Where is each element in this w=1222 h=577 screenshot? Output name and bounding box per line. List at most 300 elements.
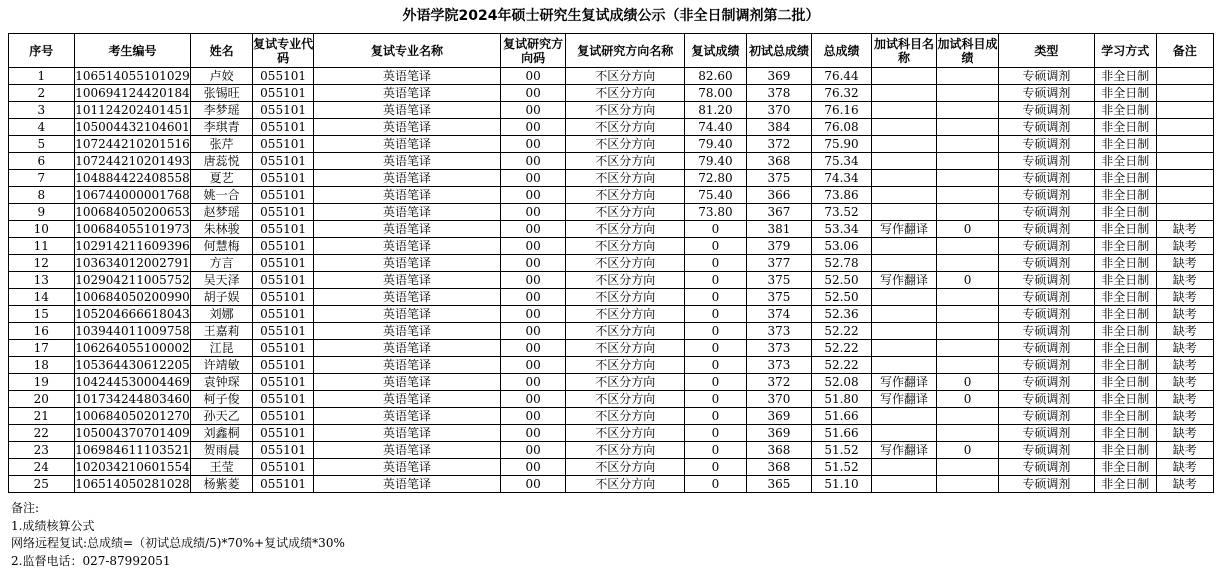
cell-name: 夏艺 [191, 170, 252, 187]
cell-type: 专硕调剂 [998, 442, 1094, 459]
cell-exam-id: 102904211005752 [75, 273, 190, 287]
cell-name: 方言 [191, 255, 252, 272]
cell-total-score: 52.36 [812, 306, 871, 323]
cell-seq: 3 [9, 102, 75, 119]
col-header-major-name: 复试专业名称 [314, 34, 500, 68]
cell-major-code: 055101 [252, 221, 313, 238]
cell-note [1156, 170, 1213, 187]
cell-major-name: 英语笔译 [314, 170, 500, 187]
cell-type: 专硕调剂 [998, 68, 1094, 85]
cell-type: 专硕调剂 [998, 119, 1094, 136]
cell-direction-code: 00 [500, 289, 566, 306]
table-row [9, 221, 1214, 238]
table-row [9, 340, 1214, 357]
cell-seq: 19 [9, 374, 75, 391]
cell-exam-id: 107244210201516 [75, 137, 190, 151]
table-row [9, 476, 1214, 493]
cell-exam-id: 102914211609396 [75, 239, 190, 253]
cell-name: 王嘉莉 [191, 323, 252, 340]
cell-name: 唐蕊悦 [191, 153, 252, 170]
cell-direction-code: 00 [500, 68, 566, 85]
cell-major-code: 055101 [252, 255, 313, 272]
cell-seq: 13 [9, 272, 75, 289]
cell-major-name: 英语笔译 [314, 187, 500, 204]
cell-direction-name: 不区分方向 [566, 459, 685, 476]
cell-type: 专硕调剂 [998, 272, 1094, 289]
cell-extra-subject: 写作翻译 [871, 374, 937, 391]
cell-type: 专硕调剂 [998, 238, 1094, 255]
col-header-retest-score: 复试成绩 [685, 34, 746, 68]
cell-type: 专硕调剂 [998, 425, 1094, 442]
cell-direction-code: 00 [500, 340, 566, 357]
cell-name: 孙天乙 [191, 408, 252, 425]
cell-extra-subject [871, 153, 937, 170]
cell-major-name: 英语笔译 [314, 459, 500, 476]
cell-retest-score: 75.40 [685, 187, 746, 204]
cell-extra-score [937, 68, 998, 85]
cell-note: 缺考 [1156, 357, 1213, 374]
table-row [9, 68, 1214, 85]
cell-exam-id: 106514050281028 [75, 477, 190, 491]
cell-extra-score [937, 119, 998, 136]
cell-initial-score: 366 [746, 187, 812, 204]
cell-direction-code: 00 [500, 136, 566, 153]
cell-direction-code: 00 [500, 255, 566, 272]
cell-type: 专硕调剂 [998, 306, 1094, 323]
cell-study-mode: 非全日制 [1095, 459, 1156, 476]
cell-major-name: 英语笔译 [314, 136, 500, 153]
cell-note: 缺考 [1156, 221, 1213, 238]
note-phone: 2.监督电话：027-87992051 [11, 553, 171, 568]
cell-extra-score: 0 [937, 442, 998, 459]
table-row [9, 272, 1214, 289]
cell-initial-score: 368 [746, 153, 812, 170]
cell-extra-score [937, 153, 998, 170]
cell-extra-score [937, 340, 998, 357]
cell-direction-code: 00 [500, 306, 566, 323]
cell-name: 姚一合 [191, 187, 252, 204]
cell-major-name: 英语笔译 [314, 323, 500, 340]
cell-major-code: 055101 [252, 238, 313, 255]
table-row [9, 102, 1214, 119]
cell-initial-score: 377 [746, 255, 812, 272]
cell-exam-id: 107244210201493 [75, 154, 190, 168]
cell-initial-score: 379 [746, 238, 812, 255]
cell-direction-name: 不区分方向 [566, 391, 685, 408]
cell-seq: 24 [9, 459, 75, 476]
cell-study-mode: 非全日制 [1095, 442, 1156, 459]
cell-retest-score: 79.40 [685, 136, 746, 153]
cell-major-name: 英语笔译 [314, 119, 500, 136]
cell-retest-score: 74.40 [685, 119, 746, 136]
cell-initial-score: 369 [746, 425, 812, 442]
cell-total-score: 52.50 [812, 272, 871, 289]
cell-type: 专硕调剂 [998, 136, 1094, 153]
col-header-total-score: 总成绩 [812, 34, 871, 68]
page-title: 外语学院2024年硕士研究生复试成绩公示（非全日制调剂第二批） [402, 8, 820, 24]
cell-extra-score [937, 459, 998, 476]
cell-name: 柯子俊 [191, 391, 252, 408]
table-row [9, 306, 1214, 323]
cell-name: 刘鑫桐 [191, 425, 252, 442]
cell-study-mode: 非全日制 [1095, 391, 1156, 408]
cell-extra-subject [871, 459, 937, 476]
cell-direction-code: 00 [500, 85, 566, 102]
cell-extra-subject [871, 425, 937, 442]
cell-major-code: 055101 [252, 459, 313, 476]
cell-note: 缺考 [1156, 306, 1213, 323]
cell-name: 卢姣 [191, 68, 252, 85]
cell-total-score: 53.06 [812, 238, 871, 255]
cell-study-mode: 非全日制 [1095, 221, 1156, 238]
cell-exam-id: 105004432104601 [75, 120, 190, 134]
cell-major-name: 英语笔译 [314, 102, 500, 119]
cell-name: 王莹 [191, 459, 252, 476]
cell-total-score: 75.90 [812, 136, 871, 153]
cell-retest-score: 0 [685, 306, 746, 323]
cell-extra-subject [871, 289, 937, 306]
cell-major-name: 英语笔译 [314, 391, 500, 408]
cell-direction-name: 不区分方向 [566, 136, 685, 153]
table-row [9, 323, 1214, 340]
cell-total-score: 74.34 [812, 170, 871, 187]
cell-study-mode: 非全日制 [1095, 119, 1156, 136]
cell-direction-code: 00 [500, 425, 566, 442]
cell-note: 缺考 [1156, 408, 1213, 425]
table-row [9, 408, 1214, 425]
cell-direction-name: 不区分方向 [566, 187, 685, 204]
cell-study-mode: 非全日制 [1095, 306, 1156, 323]
cell-direction-code: 00 [500, 272, 566, 289]
cell-seq: 5 [9, 136, 75, 153]
cell-retest-score: 0 [685, 476, 746, 493]
results-table [8, 33, 1214, 493]
cell-major-code: 055101 [252, 153, 313, 170]
cell-extra-subject: 写作翻译 [871, 391, 937, 408]
cell-note [1156, 119, 1213, 136]
cell-direction-code: 00 [500, 102, 566, 119]
cell-seq: 6 [9, 153, 75, 170]
cell-note [1156, 68, 1213, 85]
cell-exam-id: 100684050200653 [75, 205, 190, 219]
cell-seq: 7 [9, 170, 75, 187]
table-row [9, 204, 1214, 221]
cell-total-score: 51.10 [812, 476, 871, 493]
cell-extra-subject [871, 323, 937, 340]
cell-retest-score: 0 [685, 357, 746, 374]
cell-name: 李琪青 [191, 119, 252, 136]
cell-direction-name: 不区分方向 [566, 442, 685, 459]
cell-study-mode: 非全日制 [1095, 153, 1156, 170]
cell-major-code: 055101 [252, 68, 313, 85]
cell-total-score: 51.66 [812, 425, 871, 442]
cell-exam-id: 100694124420184 [75, 86, 190, 100]
cell-seq: 23 [9, 442, 75, 459]
cell-extra-subject [871, 85, 937, 102]
cell-direction-name: 不区分方向 [566, 374, 685, 391]
cell-extra-subject [871, 102, 937, 119]
cell-exam-id: 106514055101029 [75, 69, 190, 83]
cell-major-name: 英语笔译 [314, 272, 500, 289]
cell-seq: 15 [9, 306, 75, 323]
cell-note [1156, 187, 1213, 204]
cell-retest-score: 0 [685, 340, 746, 357]
cell-direction-name: 不区分方向 [566, 153, 685, 170]
cell-exam-id: 103944011009758 [75, 324, 190, 338]
cell-retest-score: 0 [685, 374, 746, 391]
cell-total-score: 52.50 [812, 289, 871, 306]
notes-section [11, 500, 345, 570]
cell-initial-score: 370 [746, 102, 812, 119]
table-row [9, 238, 1214, 255]
cell-extra-score [937, 357, 998, 374]
cell-direction-code: 00 [500, 238, 566, 255]
col-header-seq: 序号 [9, 34, 75, 68]
cell-extra-score [937, 289, 998, 306]
col-header-type: 类型 [998, 34, 1094, 68]
cell-major-code: 055101 [252, 442, 313, 459]
cell-extra-score [937, 425, 998, 442]
cell-study-mode: 非全日制 [1095, 136, 1156, 153]
cell-direction-name: 不区分方向 [566, 425, 685, 442]
cell-type: 专硕调剂 [998, 391, 1094, 408]
col-header-extra-subject: 加试科目名称 [871, 34, 937, 68]
cell-extra-score: 0 [937, 391, 998, 408]
cell-type: 专硕调剂 [998, 221, 1094, 238]
cell-major-name: 英语笔译 [314, 238, 500, 255]
cell-initial-score: 373 [746, 340, 812, 357]
cell-retest-score: 0 [685, 323, 746, 340]
cell-total-score: 51.52 [812, 442, 871, 459]
cell-note: 缺考 [1156, 238, 1213, 255]
cell-direction-code: 00 [500, 408, 566, 425]
cell-major-name: 英语笔译 [314, 204, 500, 221]
cell-total-score: 51.66 [812, 408, 871, 425]
cell-total-score: 76.16 [812, 102, 871, 119]
note-formula: 网络远程复试:总成绩=（初试总成绩/5)*70%+复试成绩*30% [11, 536, 345, 550]
cell-direction-name: 不区分方向 [566, 289, 685, 306]
cell-direction-name: 不区分方向 [566, 221, 685, 238]
cell-retest-score: 72.80 [685, 170, 746, 187]
cell-note [1156, 204, 1213, 221]
cell-seq: 11 [9, 238, 75, 255]
cell-extra-score: 0 [937, 221, 998, 238]
cell-note: 缺考 [1156, 340, 1213, 357]
cell-name: 刘娜 [191, 306, 252, 323]
table-body [9, 68, 1214, 493]
cell-major-name: 英语笔译 [314, 85, 500, 102]
cell-seq: 10 [9, 221, 75, 238]
cell-retest-score: 82.60 [685, 68, 746, 85]
cell-name: 杨紫菱 [191, 476, 252, 493]
cell-major-code: 055101 [252, 102, 313, 119]
table-row [9, 85, 1214, 102]
cell-study-mode: 非全日制 [1095, 85, 1156, 102]
cell-note: 缺考 [1156, 272, 1213, 289]
cell-type: 专硕调剂 [998, 204, 1094, 221]
cell-extra-subject [871, 255, 937, 272]
cell-type: 专硕调剂 [998, 357, 1094, 374]
cell-direction-name: 不区分方向 [566, 170, 685, 187]
cell-study-mode: 非全日制 [1095, 476, 1156, 493]
cell-extra-subject [871, 136, 937, 153]
cell-direction-code: 00 [500, 204, 566, 221]
cell-name: 江昆 [191, 340, 252, 357]
cell-initial-score: 374 [746, 306, 812, 323]
cell-extra-subject [871, 357, 937, 374]
cell-exam-id: 104244530004469 [75, 375, 190, 389]
cell-seq: 16 [9, 323, 75, 340]
cell-seq: 25 [9, 476, 75, 493]
cell-exam-id: 106984611103521 [75, 443, 190, 457]
cell-major-code: 055101 [252, 187, 313, 204]
cell-retest-score: 0 [685, 391, 746, 408]
cell-seq: 2 [9, 85, 75, 102]
cell-major-name: 英语笔译 [314, 408, 500, 425]
cell-name: 袁钟琛 [191, 374, 252, 391]
cell-seq: 1 [9, 68, 75, 85]
cell-initial-score: 369 [746, 68, 812, 85]
cell-retest-score: 0 [685, 221, 746, 238]
cell-study-mode: 非全日制 [1095, 272, 1156, 289]
cell-direction-code: 00 [500, 391, 566, 408]
cell-direction-name: 不区分方向 [566, 306, 685, 323]
cell-study-mode: 非全日制 [1095, 374, 1156, 391]
cell-type: 专硕调剂 [998, 153, 1094, 170]
cell-note: 缺考 [1156, 289, 1213, 306]
cell-note [1156, 85, 1213, 102]
cell-direction-name: 不区分方向 [566, 323, 685, 340]
cell-major-name: 英语笔译 [314, 425, 500, 442]
cell-major-code: 055101 [252, 323, 313, 340]
cell-type: 专硕调剂 [998, 255, 1094, 272]
cell-initial-score: 375 [746, 170, 812, 187]
cell-direction-code: 00 [500, 374, 566, 391]
cell-major-name: 英语笔译 [314, 306, 500, 323]
cell-retest-score: 81.20 [685, 102, 746, 119]
cell-exam-id: 103634012002791 [75, 256, 190, 270]
cell-study-mode: 非全日制 [1095, 340, 1156, 357]
cell-note: 缺考 [1156, 391, 1213, 408]
cell-major-code: 055101 [252, 136, 313, 153]
cell-exam-id: 105364430612205 [75, 358, 190, 372]
table-row [9, 187, 1214, 204]
cell-extra-score [937, 102, 998, 119]
cell-type: 专硕调剂 [998, 170, 1094, 187]
cell-total-score: 76.08 [812, 119, 871, 136]
cell-extra-subject [871, 306, 937, 323]
cell-extra-subject [871, 187, 937, 204]
cell-name: 贺雨晨 [191, 442, 252, 459]
cell-retest-score: 0 [685, 442, 746, 459]
cell-direction-code: 00 [500, 221, 566, 238]
cell-extra-score: 0 [937, 374, 998, 391]
cell-total-score: 75.34 [812, 153, 871, 170]
cell-note: 缺考 [1156, 476, 1213, 493]
cell-name: 许靖敏 [191, 357, 252, 374]
table-row [9, 170, 1214, 187]
cell-initial-score: 378 [746, 85, 812, 102]
cell-seq: 8 [9, 187, 75, 204]
cell-extra-score [937, 323, 998, 340]
cell-initial-score: 373 [746, 357, 812, 374]
cell-extra-score [937, 170, 998, 187]
cell-seq: 4 [9, 119, 75, 136]
cell-extra-score [937, 85, 998, 102]
cell-extra-score [937, 136, 998, 153]
cell-type: 专硕调剂 [998, 289, 1094, 306]
cell-type: 专硕调剂 [998, 340, 1094, 357]
cell-study-mode: 非全日制 [1095, 187, 1156, 204]
cell-major-code: 055101 [252, 204, 313, 221]
note-formula-title: 1.成绩核算公式 [11, 518, 95, 533]
col-header-extra-score: 加试科目成绩 [937, 34, 998, 68]
cell-name: 李梦瑶 [191, 102, 252, 119]
cell-exam-id: 102034210601554 [75, 460, 190, 474]
table-row [9, 289, 1214, 306]
cell-total-score: 52.22 [812, 357, 871, 374]
cell-retest-score: 0 [685, 425, 746, 442]
cell-note: 缺考 [1156, 374, 1213, 391]
cell-name: 朱林骏 [191, 221, 252, 238]
cell-major-code: 055101 [252, 340, 313, 357]
cell-direction-name: 不区分方向 [566, 85, 685, 102]
cell-initial-score: 368 [746, 442, 812, 459]
cell-direction-name: 不区分方向 [566, 204, 685, 221]
cell-name: 吴天泽 [191, 272, 252, 289]
cell-exam-id: 101734244803460 [75, 392, 190, 406]
cell-retest-score: 79.40 [685, 153, 746, 170]
table-row [9, 459, 1214, 476]
cell-seq: 12 [9, 255, 75, 272]
cell-study-mode: 非全日制 [1095, 408, 1156, 425]
cell-direction-code: 00 [500, 323, 566, 340]
table-row [9, 374, 1214, 391]
cell-direction-name: 不区分方向 [566, 238, 685, 255]
table-row [9, 119, 1214, 136]
cell-direction-code: 00 [500, 187, 566, 204]
cell-name: 赵梦瑶 [191, 204, 252, 221]
cell-major-name: 英语笔译 [314, 255, 500, 272]
cell-study-mode: 非全日制 [1095, 170, 1156, 187]
cell-note: 缺考 [1156, 323, 1213, 340]
cell-retest-score: 0 [685, 289, 746, 306]
cell-major-name: 英语笔译 [314, 340, 500, 357]
cell-retest-score: 78.00 [685, 85, 746, 102]
cell-extra-score [937, 238, 998, 255]
cell-direction-code: 00 [500, 476, 566, 493]
cell-study-mode: 非全日制 [1095, 255, 1156, 272]
cell-initial-score: 369 [746, 408, 812, 425]
cell-major-name: 英语笔译 [314, 68, 500, 85]
cell-initial-score: 375 [746, 289, 812, 306]
cell-study-mode: 非全日制 [1095, 289, 1156, 306]
cell-direction-code: 00 [500, 459, 566, 476]
cell-note [1156, 153, 1213, 170]
cell-major-code: 055101 [252, 476, 313, 493]
cell-major-code: 055101 [252, 85, 313, 102]
cell-extra-subject: 写作翻译 [871, 221, 937, 238]
cell-direction-code: 00 [500, 170, 566, 187]
cell-initial-score: 375 [746, 272, 812, 289]
col-header-study-mode: 学习方式 [1095, 34, 1156, 68]
col-header-name: 姓名 [191, 34, 252, 68]
table-row [9, 442, 1214, 459]
cell-direction-code: 00 [500, 357, 566, 374]
cell-direction-name: 不区分方向 [566, 255, 685, 272]
cell-total-score: 76.44 [812, 68, 871, 85]
cell-extra-score [937, 408, 998, 425]
